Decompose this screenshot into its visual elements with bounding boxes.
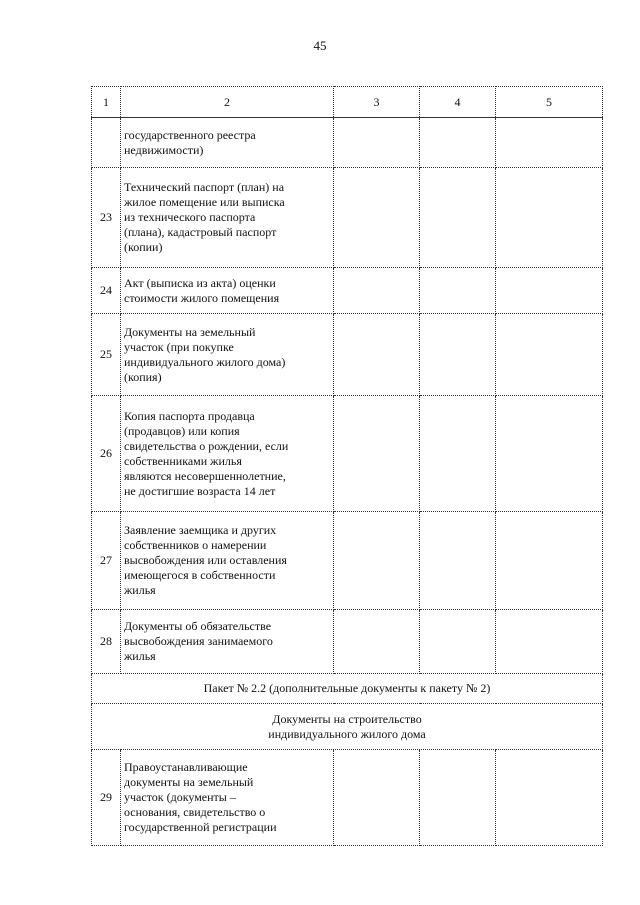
row-number: 27 [92,512,121,610]
empty-cell [496,314,603,396]
empty-cell [334,512,420,610]
row-text: Копия паспорта продавца (продавцов) или копия свидетельства о рождении, если собственниками жилья являются несовершеннолетние, не достигшие возраста 14 лет [121,396,334,512]
header-cell: 4 [420,87,496,118]
row-text: Акт (выписка из акта) оценки стоимости жилого помещения [121,268,334,314]
row-text: Заявление заемщика и других собственников о намерении высвобождения или оставления имеющегося в собственности жилья [121,512,334,610]
row-text: государственного реестра недвижимости) [121,118,334,168]
row-number [92,118,121,168]
empty-cell [334,118,420,168]
documents-table [91,86,603,846]
empty-cell [420,118,496,168]
section-row [92,704,603,750]
section-title: Документы на строительство индивидуального жилого дома [92,704,603,750]
table-row [92,396,603,512]
empty-cell [496,268,603,314]
empty-cell [496,168,603,268]
empty-cell [420,512,496,610]
empty-cell [496,118,603,168]
header-cell: 3 [334,87,420,118]
table-header-row [92,87,603,118]
table-row [92,610,603,674]
empty-cell [496,396,603,512]
empty-cell [334,314,420,396]
row-number: 24 [92,268,121,314]
row-number: 29 [92,750,121,846]
table-row [92,314,603,396]
header-cell: 5 [496,87,603,118]
empty-cell [420,610,496,674]
page-number: 45 [313,38,327,53]
empty-cell [334,396,420,512]
table-row [92,750,603,846]
empty-cell [420,750,496,846]
table-row [92,168,603,268]
package-row [92,674,603,704]
empty-cell [420,268,496,314]
empty-cell [496,512,603,610]
empty-cell [496,610,603,674]
row-text: Документы на земельный участок (при покупке индивидуального жилого дома) (копия) [121,314,334,396]
table-row [92,512,603,610]
package-title: Пакет № 2.2 (дополнительные документы к пакету № 2) [92,674,603,704]
empty-cell [420,314,496,396]
row-number: 23 [92,168,121,268]
table-row [92,118,603,168]
empty-cell [420,396,496,512]
header-cell: 1 [92,87,121,118]
empty-cell [420,168,496,268]
row-number: 25 [92,314,121,396]
table-row [92,268,603,314]
empty-cell [334,268,420,314]
row-text: Документы об обязательстве высвобождения занимаемого жилья [121,610,334,674]
row-number: 28 [92,610,121,674]
header-cell: 2 [121,87,334,118]
row-text: Технический паспорт (план) на жилое помещение или выписка из технического паспорта (плана), кадастровый паспорт (копии) [121,168,334,268]
empty-cell [334,750,420,846]
row-number: 26 [92,396,121,512]
empty-cell [334,610,420,674]
empty-cell [334,168,420,268]
empty-cell [496,750,603,846]
row-text: Правоустанавливающие документы на земельный участок (документы – основания, свидетельство о государственной регистрации [121,750,334,846]
